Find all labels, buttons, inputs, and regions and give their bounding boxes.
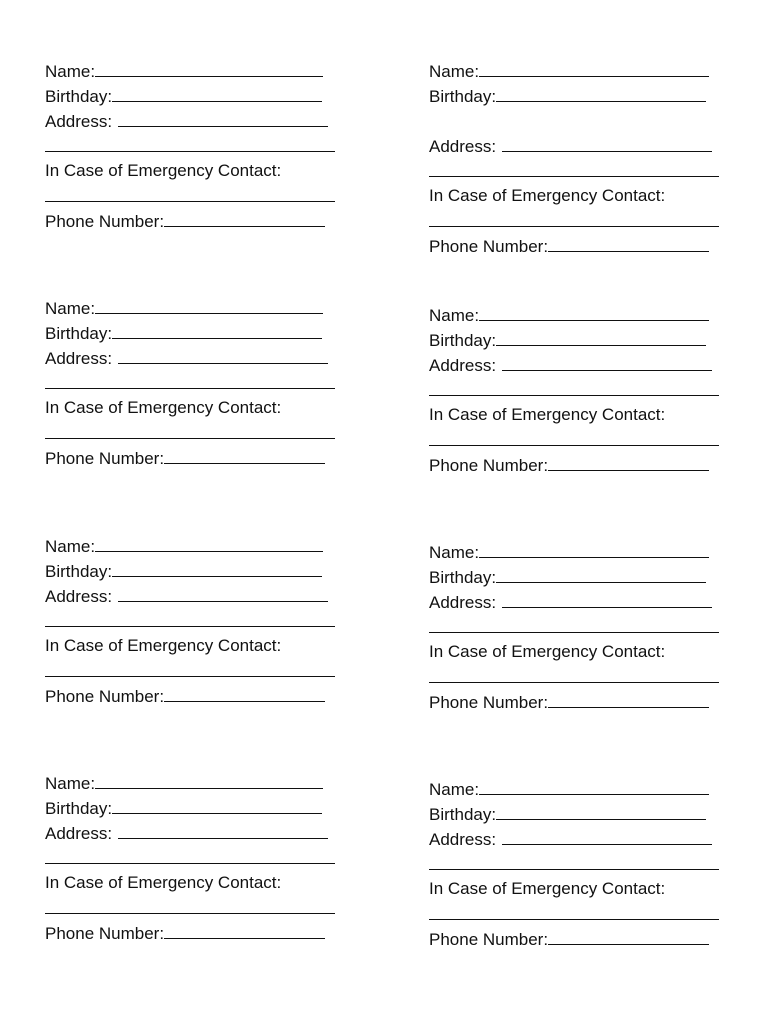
address-extra-line (429, 614, 739, 639)
birthday-blank (112, 558, 322, 577)
emergency-label: In Case of Emergency Contact: (429, 642, 666, 661)
address-blank-2 (45, 845, 335, 864)
name-label: Name: (429, 62, 480, 81)
emergency-row (45, 395, 355, 420)
phone-row (45, 920, 355, 945)
contact-card-5 (45, 533, 355, 708)
phone-blank (164, 208, 325, 227)
emergency-label: In Case of Emergency Contact: (45, 161, 282, 180)
birthday-label: Birthday: (429, 568, 497, 587)
emergency-blank-line (45, 183, 355, 208)
address-extra-line (429, 377, 739, 402)
phone-blank (548, 689, 709, 708)
name-label: Name: (429, 780, 480, 799)
phone-label: Phone Number: (45, 924, 165, 943)
birthday-blank (496, 801, 706, 820)
phone-row (429, 926, 739, 951)
phone-label: Phone Number: (429, 456, 549, 475)
phone-label: Phone Number: (429, 237, 549, 256)
name-row (429, 58, 739, 83)
birthday-row (429, 327, 739, 352)
birthday-blank (112, 795, 322, 814)
phone-row (45, 208, 355, 233)
name-blank (479, 776, 709, 795)
address-blank-2 (429, 377, 719, 396)
emergency-row (429, 639, 739, 664)
birthday-row (429, 801, 739, 826)
phone-blank (548, 233, 709, 252)
contact-card-6 (429, 539, 739, 714)
name-label: Name: (45, 537, 96, 556)
birthday-label: Birthday: (45, 562, 113, 581)
contact-card-2 (429, 58, 739, 258)
emergency-blank (45, 895, 335, 914)
contact-card-1 (45, 58, 355, 233)
name-blank (95, 295, 323, 314)
phone-blank (164, 920, 325, 939)
contact-card-3 (45, 295, 355, 470)
phone-label: Phone Number: (45, 687, 165, 706)
emergency-row (45, 870, 355, 895)
address-extra-line (45, 133, 355, 158)
phone-label: Phone Number: (429, 930, 549, 949)
address-label: Address: (429, 356, 497, 375)
name-row (45, 533, 355, 558)
emergency-label: In Case of Emergency Contact: (429, 186, 666, 205)
emergency-blank (45, 183, 335, 202)
birthday-row (429, 83, 739, 108)
emergency-blank (429, 208, 719, 227)
birthday-row (45, 83, 355, 108)
name-row (429, 776, 739, 801)
emergency-blank-line (45, 658, 355, 683)
emergency-label: In Case of Emergency Contact: (45, 873, 282, 892)
phone-blank (164, 683, 325, 702)
address-extra-line (45, 370, 355, 395)
phone-row (429, 233, 739, 258)
address-row (429, 133, 739, 158)
emergency-label: In Case of Emergency Contact: (429, 879, 666, 898)
contact-card-4 (429, 302, 739, 477)
address-extra-line (429, 158, 739, 183)
phone-label: Phone Number: (45, 212, 165, 231)
emergency-label: In Case of Emergency Contact: (45, 636, 282, 655)
address-blank-2 (45, 133, 335, 152)
address-blank-2 (429, 851, 719, 870)
address-label: Address: (429, 830, 497, 849)
address-label: Address: (429, 137, 497, 156)
address-extra-line (45, 608, 355, 633)
birthday-label: Birthday: (45, 799, 113, 818)
emergency-blank-line (429, 664, 739, 689)
phone-label: Phone Number: (45, 449, 165, 468)
birthday-row (45, 795, 355, 820)
address-row (45, 108, 355, 133)
address-label: Address: (45, 112, 113, 131)
emergency-blank-line (429, 427, 739, 452)
address-blank (118, 108, 328, 127)
address-blank (502, 352, 712, 371)
emergency-blank (45, 658, 335, 677)
emergency-blank-line (429, 901, 739, 926)
emergency-blank (429, 901, 719, 920)
birthday-blank (112, 83, 322, 102)
address-blank (502, 589, 712, 608)
name-row (429, 302, 739, 327)
name-blank (95, 770, 323, 789)
address-row (45, 345, 355, 370)
name-blank (95, 58, 323, 77)
phone-row (45, 445, 355, 470)
name-label: Name: (45, 62, 96, 81)
emergency-blank (45, 420, 335, 439)
address-blank-2 (45, 370, 335, 389)
spacer (429, 108, 739, 133)
address-label: Address: (45, 587, 113, 606)
phone-row (429, 452, 739, 477)
emergency-blank (429, 427, 719, 446)
address-blank-2 (45, 608, 335, 627)
address-blank (502, 133, 712, 152)
name-blank (479, 539, 709, 558)
address-label: Address: (45, 349, 113, 368)
phone-blank (548, 926, 709, 945)
address-label: Address: (45, 824, 113, 843)
name-label: Name: (429, 543, 480, 562)
emergency-row (429, 402, 739, 427)
birthday-row (45, 320, 355, 345)
name-blank (479, 58, 709, 77)
name-row (429, 539, 739, 564)
phone-row (429, 689, 739, 714)
emergency-blank-line (429, 208, 739, 233)
address-row (429, 352, 739, 377)
address-blank (118, 583, 328, 602)
address-blank (118, 345, 328, 364)
birthday-blank (112, 320, 322, 339)
emergency-blank-line (45, 420, 355, 445)
birthday-label: Birthday: (45, 87, 113, 106)
address-blank (502, 826, 712, 845)
phone-label: Phone Number: (429, 693, 549, 712)
birthday-label: Birthday: (45, 324, 113, 343)
contact-card-7 (45, 770, 355, 945)
birthday-label: Birthday: (429, 87, 497, 106)
address-row (429, 826, 739, 851)
birthday-label: Birthday: (429, 805, 497, 824)
emergency-label: In Case of Emergency Contact: (429, 405, 666, 424)
emergency-blank (429, 664, 719, 683)
address-row (45, 820, 355, 845)
name-row (45, 58, 355, 83)
birthday-row (45, 558, 355, 583)
emergency-row (429, 876, 739, 901)
address-extra-line (429, 851, 739, 876)
address-row (429, 589, 739, 614)
emergency-row (45, 158, 355, 183)
address-extra-line (45, 845, 355, 870)
name-blank (95, 533, 323, 552)
birthday-blank (496, 327, 706, 346)
name-row (45, 770, 355, 795)
phone-blank (164, 445, 325, 464)
birthday-label: Birthday: (429, 331, 497, 350)
phone-row (45, 683, 355, 708)
phone-blank (548, 452, 709, 471)
address-blank (118, 820, 328, 839)
name-blank (479, 302, 709, 321)
emergency-label: In Case of Emergency Contact: (45, 398, 282, 417)
name-label: Name: (429, 306, 480, 325)
emergency-blank-line (45, 895, 355, 920)
name-row (45, 295, 355, 320)
address-blank-2 (429, 614, 719, 633)
birthday-row (429, 564, 739, 589)
name-label: Name: (45, 299, 96, 318)
address-label: Address: (429, 593, 497, 612)
emergency-row (45, 633, 355, 658)
contact-card-8 (429, 776, 739, 951)
birthday-blank (496, 83, 706, 102)
name-label: Name: (45, 774, 96, 793)
emergency-row (429, 183, 739, 208)
address-row (45, 583, 355, 608)
address-blank-2 (429, 158, 719, 177)
birthday-blank (496, 564, 706, 583)
